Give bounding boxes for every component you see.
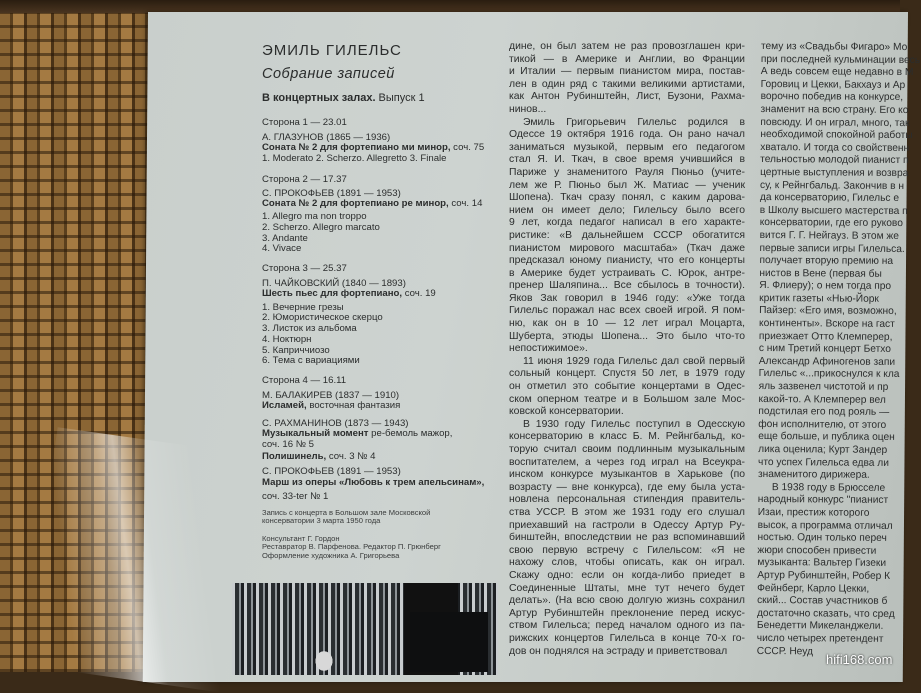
tracklist-line [262,153,447,164]
text-line: Горовиц и Цекки, Бакхауз и Ар [760,78,906,91]
text-line: яль зазвенел чистотой и пр [758,381,889,393]
tracklist-line-text: Запись с концерта в Большом зале Московской [262,508,431,517]
text-line: возрасту — вне конкурса), где ему была уста- [509,481,745,493]
text-line: Яков Зак говорил в 1946 году: «Уже тогда [509,292,745,304]
tracklist-line [262,477,484,488]
text-line: Изаи, престиж которого [757,506,870,519]
text-line: повсюду. И он играл, много, так [760,116,910,129]
text-line: Пайзер: «Его имя, возможно, [759,305,897,318]
tracklist-line-text: П. ЧАЙКОВСКИЙ (1840 — 1893) [262,278,406,289]
text-line: дине, он был затем не раз провозглашен кри- [509,41,745,52]
text-line: получает вторую премию на [759,255,894,268]
tracklist-line [262,551,399,560]
tracklist-line-detail: соч. 75 [450,142,485,153]
text-line: ковской консерватории. [509,406,624,418]
text-line: число четырех претендент [756,632,884,645]
text-line: он отметил это событие концертами в Одес- [509,381,745,393]
watermark: hifi168.com [826,652,893,667]
tracklist-line-text: 2. Scherzo. Allegro marcato [262,222,380,233]
text-line: Я. Флиеру); о нем тогда про [759,280,892,293]
text-line: нинов... [509,103,547,115]
tracklist-line [262,451,376,462]
tracklist-line [262,334,311,345]
text-line: пианистом мирового масштаба» (Ткач даже [509,242,745,254]
tracklist-line-text: С. ПРОКОФЬЕВ (1891 — 1953) [262,466,401,477]
text-line: Скажу одно: если он когда-либо приедет в [509,569,745,581]
tracklist-line-text: 1. Allegro ma non troppo [262,211,367,222]
text-line: Одессе 19 октября 1916 года. Он рано начал [509,129,745,141]
text-line: достаточно сказать, что сред [756,607,895,620]
text-line: консерватории, где его руково [759,217,903,230]
text-line: воспитателем, а через год играл на Всеукра- [509,456,745,468]
tracklist-line-text: Полишинель, [262,451,327,462]
text-line: жюри способен привести [757,544,877,557]
text-line: нием он имеет дело; Гилельсу было всего [509,204,745,216]
text-line: торую считал своим подлинным музыкальным [509,444,745,455]
liner-notes-column-2 [757,41,921,659]
tracklist-line-text: Соната № 2 для фортепиано ре минор, [262,198,449,209]
text-line: Артур Рубинштейн преклонение перед искус- [509,607,745,619]
tracklist-line-text: Реставратор В. Парфенова. Редактор П. Грюнберг [262,542,441,551]
tracklist-line-text: 1. Вечерние грезы [262,302,344,313]
tracklist-line-text: С. РАХМАНИНОВ (1873 — 1943) [262,418,409,429]
text-line: су, к Рейнгбальд. Закончив в н [759,179,905,192]
text-line: предсказал юному пианисту, что его концерты [509,255,745,267]
tracklist-line [262,198,482,209]
tracklist-line-detail: ре-бемоль мажор, [368,428,453,439]
series-title-bold: В концертных залах. [262,92,376,104]
text-line: необходимой спокойной работы [760,129,913,142]
text-line: музыканта: Вальтер Гизеки [757,557,887,570]
text-line: хватало. И тогда со свойственн [760,141,910,154]
tracklist-line-text: С. ПРОКОФЬЕВ (1891 — 1953) [262,188,401,199]
text-line: ристике: «В дальнейшем СССР обогатится [509,229,745,241]
tracklist-line-text: 6. Тема с вариациями [262,355,360,366]
text-line: с ним Третий концерт Бетхо [758,343,891,356]
tracklist-line [262,142,484,153]
text-line: при последней кульминации весь [760,53,921,66]
text-line: континенты». Вскоре на гаст [758,318,895,331]
tracklist-line-text: Сторона 4 — 16.11 [262,375,347,386]
text-line: 11 июня 1929 года Гилельс дал свой первый [523,355,745,367]
text-line: ством Гилельса; перед началом одного из па- [509,620,745,632]
text-line: критик газеты «Нью-Йорк [759,292,879,305]
text-line: стал Я. И. Ткач, в свое время учившийся в [509,154,745,166]
text-line: консерваторию в класс Б. М. Рейнгбальд, ко- [509,431,745,443]
tracklist-line-text: Сторона 1 — 23.01 [262,117,347,128]
tracklist-line [262,117,347,128]
text-line: какой-то. А Клемперер вел [758,393,886,406]
tracklist-line [262,288,436,299]
text-line: рижских концертов Гилельса в конце 70-х го- [509,632,745,644]
tracklist-line [262,222,380,233]
text-line: Артур Рубинштейн, Робер К [757,569,891,582]
tracklist-line [262,466,401,477]
tracklist-line-detail: восточная фантазия [306,400,401,411]
tracklist-line [262,355,360,366]
text-line: новлена персональная стипендия правитель- [509,494,745,506]
text-line: тикой — в Америке и Англии, во Франции [509,53,745,65]
text-line: Соединенные Штаты, мне тут нечего будет [509,582,745,594]
text-line: бинштейн, впоследствии не раз вспоминавший [509,532,745,544]
tracklist-line-text: 3. Andante [262,233,308,244]
text-line: Шопена). Ткач сразу понял, с каким дарова- [509,192,745,204]
text-line: да консерваторию, Гилельс е [759,192,900,205]
text-line: лем же Р. Пюньо был Ж. Матиас — ученик [509,179,745,191]
tracklist-line-text: 4. Vivace [262,243,302,254]
tracklist-line [262,542,441,551]
tracklist-line-text: Консультант Г. Гордон [262,534,340,543]
series-title [262,92,425,104]
text-line: подстилая его под рояль — [758,406,890,419]
tracklist-line-text: соч. 16 № 5 [262,439,314,450]
text-line: Бенедетти Микеланджели. [756,620,884,633]
text-line: ства УССР. В этом же 1931 году его слушал [509,506,745,518]
tracklist-line-text: 5. Каприччиозо [262,345,330,356]
tracklist-line-text: Марш из оперы «Любовь к трем апельсинам», [262,477,485,488]
text-line: делать». (На всю свою долгую жизнь сохранил [509,595,745,607]
text-line: знаменит на всю страну. Его ко [760,103,909,116]
text-line: вится Г. Г. Нейгауз. В этом же [759,229,899,242]
text-line: Эмиль Григорьевич Гилельс родился в [523,116,745,128]
text-line: приезжает Отто Клемперер, [758,330,893,343]
text-line: что успех Гилельса едва ли [758,456,889,469]
text-line: нистов в Вене (первая бы [759,267,882,280]
text-line: народный конкурс "пианист [757,494,889,507]
text-line: тему из «Свадьбы Фигаро» Мо [760,41,908,54]
tracklist-line [262,174,347,185]
text-line: пренер Шаляпина... Все сбылось в точности). [509,280,745,292]
tracklist-line [262,375,346,386]
tracklist-line-text: консерватории 3 марта 1950 года [262,516,381,525]
text-line: нахожу слов, чтобы описать, как он играл. [509,557,745,569]
text-line: А ведь совсем еще недавно в М [760,66,914,79]
text-line: инском конкурсе музыкантов в Харькове (по [509,469,745,481]
text-line: высок, а программа отличал [757,519,893,532]
photo-piano [410,612,488,672]
tracklist-line [262,400,400,411]
tracklist-line [262,428,452,439]
tracklist-line-text: 3. Листок из альбома [262,323,357,334]
artist-title: ЭМИЛЬ ГИЛЕЛЬС [262,42,402,59]
text-line: Александр Афиногенов запи [758,355,896,368]
tracklist-line [262,263,347,274]
tracklist-line [262,516,380,525]
text-line: В 1938 году в Брюсселе [771,481,886,494]
tracklist-line [262,323,357,334]
text-line: Гилельс «...прикоснулся к кла [758,368,900,381]
text-line: Гилельс поражал нас всех своей игрой. Я пом- [509,305,745,317]
text-line: Париже у знаменитого Рауля Пюньо (учите- [509,166,745,178]
text-line: свою первую встречу с Гилельсом: «Я не [509,544,745,556]
text-line: приехавший на гастроли в Одессу Артур Ру- [509,519,745,531]
text-line: ском оперном театре и в Большом зале Мос- [509,393,745,405]
tracklist-line [262,312,383,323]
tracklist-line-text: Шесть пьес для фортепиано, [262,288,403,299]
tracklist-line-text: М. БАЛАКИРЕВ (1837 — 1910) [262,390,400,401]
liner-notes-column-1 [509,41,745,658]
text-line: знаменитого дирижера. [757,469,870,481]
tracklist-line-text: А. ГЛАЗУНОВ (1865 — 1936) [262,132,391,143]
text-line: фон исполнителю, от этого [758,418,887,431]
text-line: ский... Состав участников б [757,595,888,608]
text-line: и Италии — первым пианистом мира, постав- [509,66,745,78]
text-line: лен в один ряд с такими великими артистами, [509,78,745,90]
text-line: первые записи игры Гилельса. [759,242,905,255]
tracklist-line-text: 4. Ноктюрн [262,334,312,345]
tracklist-line-detail: соч. 3 № 4 [326,451,376,462]
text-line: сольный концерт. Спустя 50 лет, в 1979 году [509,368,745,380]
tracklist-line-text: Музыкальный момент [262,428,369,439]
tracklist-line [262,439,314,450]
text-line: непостижимое». [509,343,588,355]
text-line: лика оценила; Курт Зандер [758,443,888,456]
tracklist-line-text: Оформление художника А. Григорьева [262,551,400,560]
text-line: в Школу высшего мастерства п [759,204,908,217]
plastic-wrap-reflection [24,427,255,692]
text-line: заниматься музыкой, первым его педагогом [509,141,745,153]
tracklist-line-detail: соч. 14 [448,198,483,209]
tracklist-line-text: Соната № 2 для фортепиано ми минор, [262,142,451,153]
text-line: 9 лет, когда педагог написал в его характе- [509,217,745,229]
tracklist-line-text: 1. Moderato 2. Scherzo. Allegretto 3. Finale [262,153,447,164]
text-line: в Америке будет устраивать С. Юрок, антре- [509,267,745,279]
tracklist-line [262,211,367,222]
text-line: Фейнберг, Карло Цекки, [757,582,870,595]
tracklist-line-detail: соч. 19 [402,288,436,299]
text-line: цертные выступления и возвра [760,166,909,179]
tracklist-line-text: 2. Юмористическое скерцо [262,312,383,323]
text-line: ностью. Один только переч [757,532,887,545]
text-line: СССР. Неуд [756,645,813,657]
tracklist-line [262,491,328,502]
tracklist-line-text: Сторона 3 — 25.37 [262,263,347,274]
text-line: ню, как он в 10 — 12 лет играл Моцарта, [509,318,745,330]
text-line: еще больше, и публика оцен [758,431,895,444]
text-line: дов он поднялся на эстраду и приветствовал [509,645,728,657]
text-line: ворочно победив на конкурсе, [760,91,904,104]
text-line: как Антон Рубинштейн, Лист, Бузони, Рахма- [509,91,745,103]
tracklist-line-text: Сторона 2 — 17.37 [262,174,347,185]
series-issue: Выпуск 1 [375,92,425,104]
tracklist-line-text: Исламей, [262,400,307,411]
text-line: В 1930 году Гилельс поступил в Одесскую [523,418,745,430]
tracklist-line-text: соч. 33-ter № 1 [262,491,329,502]
collection-subtitle: Собрание записей [262,66,395,82]
text-line: тельностью молодой пианист п [760,154,909,167]
text-line: Шуберта, этюды Шопена... Это было что-то [509,330,745,342]
tracklist-line [262,243,301,254]
